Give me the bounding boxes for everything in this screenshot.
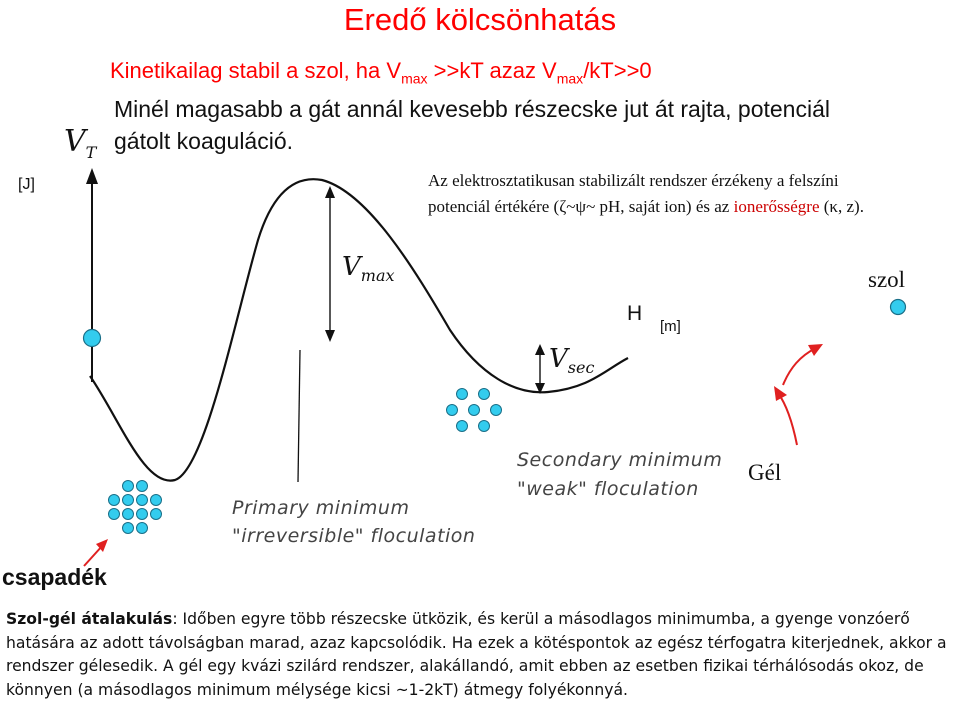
gel-particle [457, 421, 468, 432]
subtitle-mid: >>kT azaz V [427, 58, 557, 83]
precipitate-particle [109, 509, 120, 520]
note-line-2-end: (κ, z). [819, 197, 864, 216]
precipitate-particle [137, 509, 148, 520]
sol-label: szol [868, 267, 906, 292]
vmax-arrowhead-top [325, 186, 335, 198]
explanation-line-2: gátolt koaguláció. [114, 128, 294, 154]
gel-particle [491, 405, 502, 416]
y-axis-unit: [J] [18, 176, 35, 193]
gel-particle [479, 421, 490, 432]
precipitate-particle-cluster [109, 481, 162, 534]
secondary-minimum-label: Secondary minimum [517, 449, 723, 471]
particle-sol-right [891, 300, 906, 315]
subtitle-sub1: max [401, 70, 428, 87]
y-axis-arrowhead [86, 168, 98, 184]
subtitle-pre: Kinetikailag stabil a szol, ha V [110, 58, 402, 83]
primary-minimum-label: Primary minimum [232, 497, 410, 519]
gel-particle [469, 405, 480, 416]
gel-to-sol-arrowhead [774, 386, 787, 401]
gel-particle [457, 389, 468, 400]
potential-curve [90, 179, 628, 480]
precipitate-particle [109, 495, 120, 506]
secondary-minimum-note: "weak" floculation [517, 478, 699, 500]
explanation-line-1: Minél magasabb a gát annál kevesebb részecske jut át rajta, potenciál [114, 96, 830, 122]
precipitate-particle [123, 495, 134, 506]
precipitate-particle [137, 523, 148, 534]
precipitate-particle [137, 495, 148, 506]
gel-particle-cluster [447, 389, 502, 432]
precipitate-particle [137, 481, 148, 492]
paragraph-body: : Időben egyre több részecske ütközik, és kerül a másodlagos minimumba, a gyenge vonzóerő hatására az adott távolságban marad, azaz kapcsolódik. Ha ezek a kötéspontok az egész térfogatra kiterjednek, akkor a rendszer gélesedik. A gél egy kvázi szilárd rendszer, alakállandó, amit ebben az esetben fizikai térhálósodás okoz, de könnyen (a másodlagos minimum mélysége kicsi ~1-2kT) átmegy folyékonnyá. [6, 610, 947, 699]
precipitate-label: csapadék [2, 564, 107, 590]
vsec-subscript: sec [567, 358, 595, 378]
sol-to-gel-arrowhead [808, 344, 823, 356]
gel-particle [479, 389, 490, 400]
precipitate-particle [151, 509, 162, 520]
note-ionic-strength: ionerősségre [733, 197, 820, 216]
vsec-symbol: V [549, 344, 568, 374]
vt-subscript: T [85, 143, 97, 162]
vmax-label [342, 252, 395, 285]
vsec-arrowhead-top [535, 344, 545, 355]
paragraph-heading: Szol-gél átalakulás [6, 610, 173, 628]
page-title: Eredő kölcsönhatás [343, 2, 617, 37]
vmax-guide-line [298, 350, 300, 482]
sol-to-gel-arrow [783, 348, 816, 385]
gel-particle [447, 405, 458, 416]
precipitate-particle [123, 509, 134, 520]
note-line-1: Az elektrosztatikusan stabilizált rendszer érzékeny a felszíni [428, 171, 839, 190]
vmax-subscript: max [360, 266, 395, 286]
x-axis-label: H [627, 302, 643, 325]
subtitle-sub2: max [556, 70, 584, 87]
subtitle-post: /kT>>0 [583, 58, 652, 83]
note-line-2-text: potenciál értékére (ζ~ψ~ pH, saját ion) és az [428, 197, 734, 216]
vmax-arrowhead-bottom [325, 330, 335, 342]
vt-symbol: V [64, 124, 86, 159]
gel-to-sol-arrow [778, 393, 797, 445]
gel-label: Gél [748, 460, 782, 485]
vt-label [64, 124, 96, 162]
precipitate-particle [123, 481, 134, 492]
particle-sol-left [84, 330, 101, 347]
precipitate-particle [151, 495, 162, 506]
primary-minimum-note: "irreversible" floculation [232, 525, 476, 547]
vmax-symbol: V [342, 252, 361, 282]
note-line-2 [428, 197, 864, 217]
vsec-label [549, 344, 594, 377]
sol-gel-paragraph [6, 608, 956, 702]
precipitate-particle [123, 523, 134, 534]
x-axis-unit: [m] [660, 318, 681, 335]
